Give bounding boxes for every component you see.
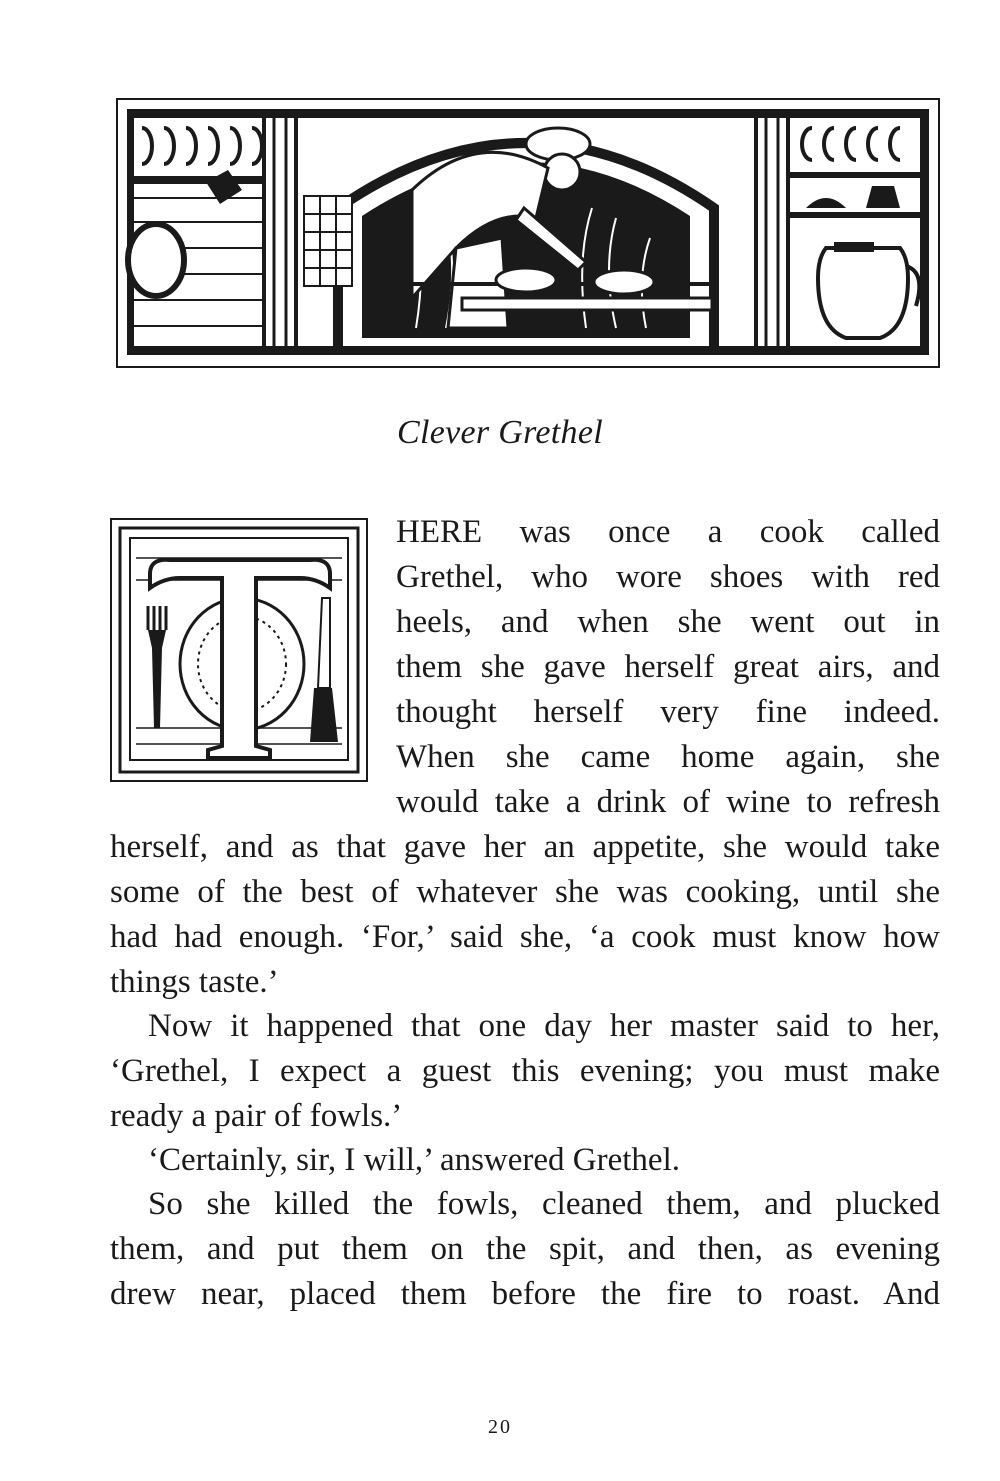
text-line: them she gave herself great airs, and bbox=[396, 649, 940, 685]
text-line: would take a drink of wine to refresh bbox=[396, 784, 940, 820]
text-line: So she killed the fowls, cleaned them, and plucked bbox=[148, 1186, 940, 1222]
text-line: them, and put them on the spit, and then, as evening bbox=[110, 1231, 940, 1267]
text-line: things taste.’ bbox=[110, 964, 279, 1000]
text-line: Grethel, who wore shoes with red bbox=[396, 559, 940, 595]
story-title: Clever Grethel bbox=[397, 414, 603, 451]
text-line: some of the best of whatever she was cooking, until she bbox=[110, 874, 940, 910]
text-line: HERE was once a cook called bbox=[396, 514, 940, 550]
text-line: When she came home again, she bbox=[396, 739, 940, 775]
text-line: had had enough. ‘For,’ said she, ‘a cook must know how bbox=[110, 919, 940, 955]
kitchen-woodcut-illustration bbox=[116, 98, 940, 368]
text-line: ready a pair of fowls.’ bbox=[110, 1098, 403, 1134]
text-line: Now it happened that one day her master said to her, bbox=[148, 1008, 940, 1044]
text-line: herself, and as that gave her an appetite, she would take bbox=[110, 829, 940, 865]
text-line: thought herself very fine indeed. bbox=[396, 694, 940, 730]
drop-cap-letter-t bbox=[110, 518, 368, 782]
text-line: drew near, placed them before the fire to roast. And bbox=[110, 1276, 940, 1312]
text-line: ‘Certainly, sir, I will,’ answered Grethel. bbox=[148, 1142, 680, 1178]
text-line: heels, and when she went out in bbox=[396, 604, 940, 640]
page-number: 20 bbox=[488, 1416, 512, 1438]
text-line: ‘Grethel, I expect a guest this evening; you must make bbox=[110, 1053, 940, 1089]
